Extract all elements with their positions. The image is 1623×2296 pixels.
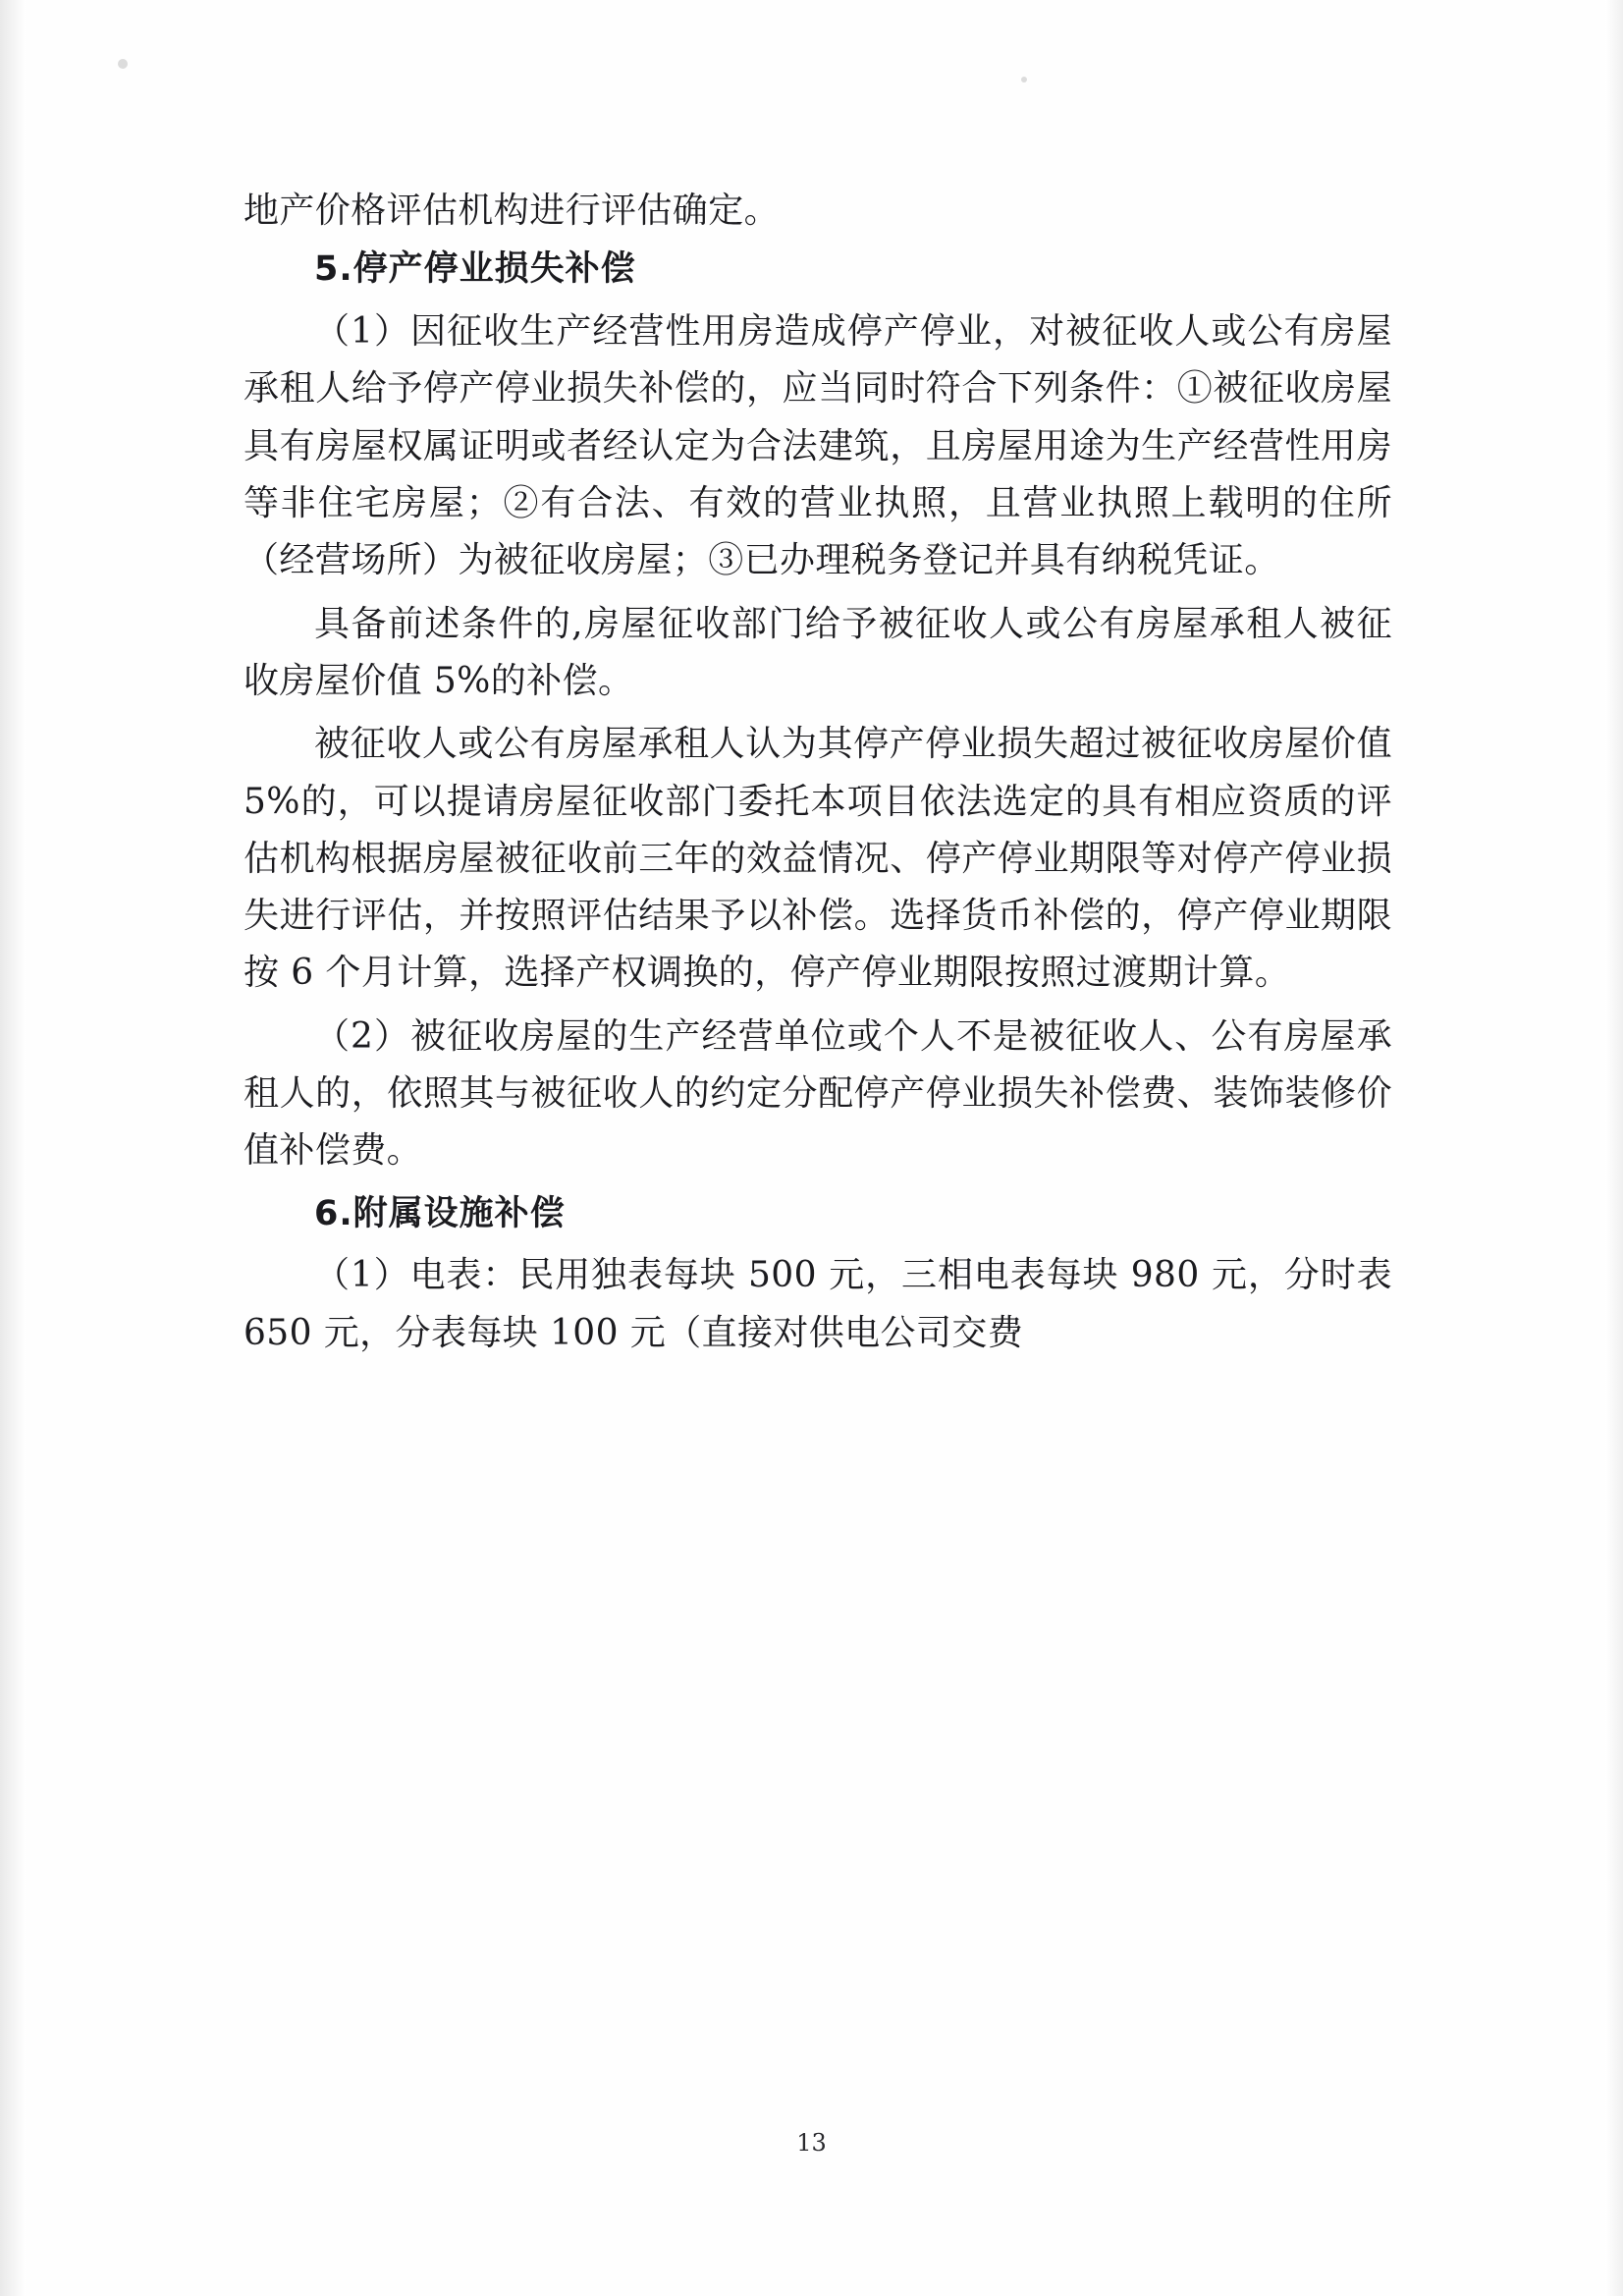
- paragraph: 具备前述条件的,房屋征收部门给予被征收人或公有房屋承租人被征收房屋价值 5%的补偿。: [243, 603, 1392, 701]
- section-heading: 6.附属设施补偿: [314, 1193, 566, 1233]
- section-heading: 5.停产停业损失补偿: [314, 249, 636, 290]
- paragraph: 被征收人或公有房屋承租人认为其停产停业损失超过被征收房屋价值 5%的，可以提请房屋征收部门委托本项目依法选定的具有相应资质的评估机构根据房屋被征收前三年的效益情况、停产停业期限等对停产停业损失进行评估，并按照评估结果予以补偿。选择货币补偿的，停产停业期限按 6 个月计算，选择产权调换的，停产停业期限按照过渡期计算。: [243, 724, 1392, 994]
- paragraph: 地产价格评估机构进行评估确定。: [243, 191, 781, 231]
- scan-speck: [118, 59, 128, 69]
- paragraph: （2）被征收房屋的生产经营单位或个人不是被征收人、公有房屋承租人的，依照其与被征收人的约定分配停产停业损失补偿费、装饰装修价值补偿费。: [243, 1015, 1392, 1172]
- paragraph: （1）因征收生产经营性用房造成停产停业，对被征收人或公有房屋承租人给予停产停业损失补偿的，应当同时符合下列条件：①被征收房屋具有房屋权属证明或者经认定为合法建筑，且房屋用途为生产经营性用房等非住宅房屋；②有合法、有效的营业执照，且营业执照上载明的住所（经营场所）为被征收房屋；③已办理税务登记并具有纳税凭证。: [243, 311, 1392, 581]
- page-number: 13: [796, 2129, 827, 2157]
- scan-speck: [1021, 77, 1027, 82]
- document-body: [243, 183, 1392, 1368]
- paragraph: （1）电表：民用独表每块 500 元，三相电表每块 980 元，分时表 650 元，分表每块 100 元（直接对供电公司交费: [243, 1255, 1392, 1353]
